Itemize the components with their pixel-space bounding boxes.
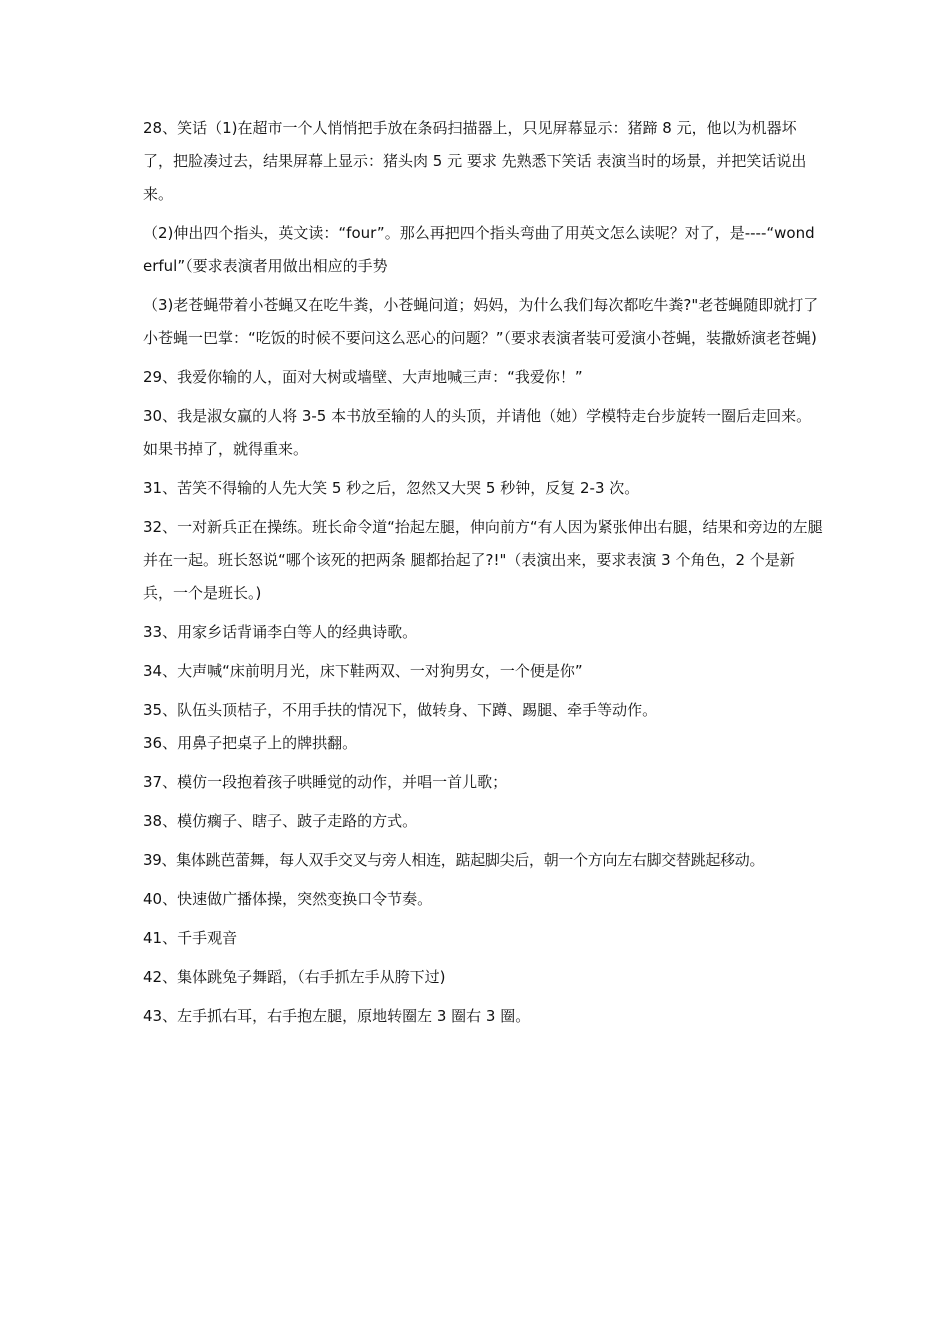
paragraph-41: 41、千手观音	[143, 929, 238, 947]
paragraph-42: 42、集体跳兔子舞蹈，（右手抓左手从胯下过)	[143, 968, 446, 986]
paragraph-35: 35、队伍头顶桔子，不用手扶的情况下，做转身、下蹲、踢腿、牵手等动作。	[143, 701, 658, 719]
paragraph-33: 33、用家乡话背诵李白等人的经典诗歌。	[143, 623, 418, 641]
paragraph-29: 29、我爱你输的人，面对大树或墙壁、大声地喊三声：“我爱你！”	[143, 368, 583, 386]
paragraph-40: 40、快速做广播体操，突然变换口令节奏。	[143, 890, 433, 908]
paragraph-28-2: （2)伸出四个指头，英文读：“four”。那么再把四个指头弯曲了用英文怎么读呢？对了，是----“wonderful”（要求表演者用做出相应的手势	[143, 224, 815, 275]
paragraph-39: 39、集体跳芭蕾舞，每人双手交叉与旁人相连，踮起脚尖后，朝一个方向左右脚交替跳起移动。	[143, 851, 765, 869]
paragraph-31: 31、苦笑不得输的人先大笑 5 秒之后，忽然又大哭 5 秒钟，反复 2-3 次。	[143, 479, 640, 497]
paragraph-36: 36、用鼻子把桌子上的牌拱翻。	[143, 734, 358, 752]
paragraph-37: 37、模仿一段抱着孩子哄睡觉的动作，并唱一首儿歌；	[143, 773, 508, 791]
paragraph-34: 34、大声喊“床前明月光，床下鞋两双、一对狗男女，一个便是你”	[143, 662, 583, 680]
paragraph-32: 32、一对新兵正在操练。班长命令道“抬起左腿，伸向前方“有人因为紧张伸出右腿，结果和旁边的左腿并在一起。班长怒说“哪个该死的把两条 腿都抬起了?!"（表演出来，要求表演 3 个角色，2 个是新兵，一个是班长。)	[143, 518, 823, 602]
document-page	[143, 112, 823, 1039]
paragraph-28-3: （3)老苍蝇带着小苍蝇又在吃牛粪，小苍蝇问道；妈妈，为什么我们每次都吃牛粪?"老苍蝇随即就打了小苍蝇一巴掌：“吃饭的时候不要问这么恶心的问题？”（要求表演者装可爱演小苍蝇，装撒娇演老苍蝇)	[143, 296, 819, 347]
paragraph-28: 28、笑话（1)在超市一个人悄悄把手放在条码扫描器上，只见屏幕显示：猪蹄 8 元，他以为机器坏了，把脸凑过去，结果屏幕上显示：猪头肉 5 元 要求 先熟悉下笑话 表演当时的场景，并把笑话说出来。	[143, 119, 807, 203]
paragraph-38: 38、模仿瘸子、瞎子、跛子走路的方式。	[143, 812, 418, 830]
paragraph-30: 30、我是淑女赢的人将 3-5 本书放至输的人的头顶，并请他（她）学模特走台步旋转一圈后走回来。如果书掉了，就得重来。	[143, 407, 812, 458]
paragraph-43: 43、左手抓右耳，右手抱左腿，原地转圈左 3 圈右 3 圈。	[143, 1007, 531, 1025]
